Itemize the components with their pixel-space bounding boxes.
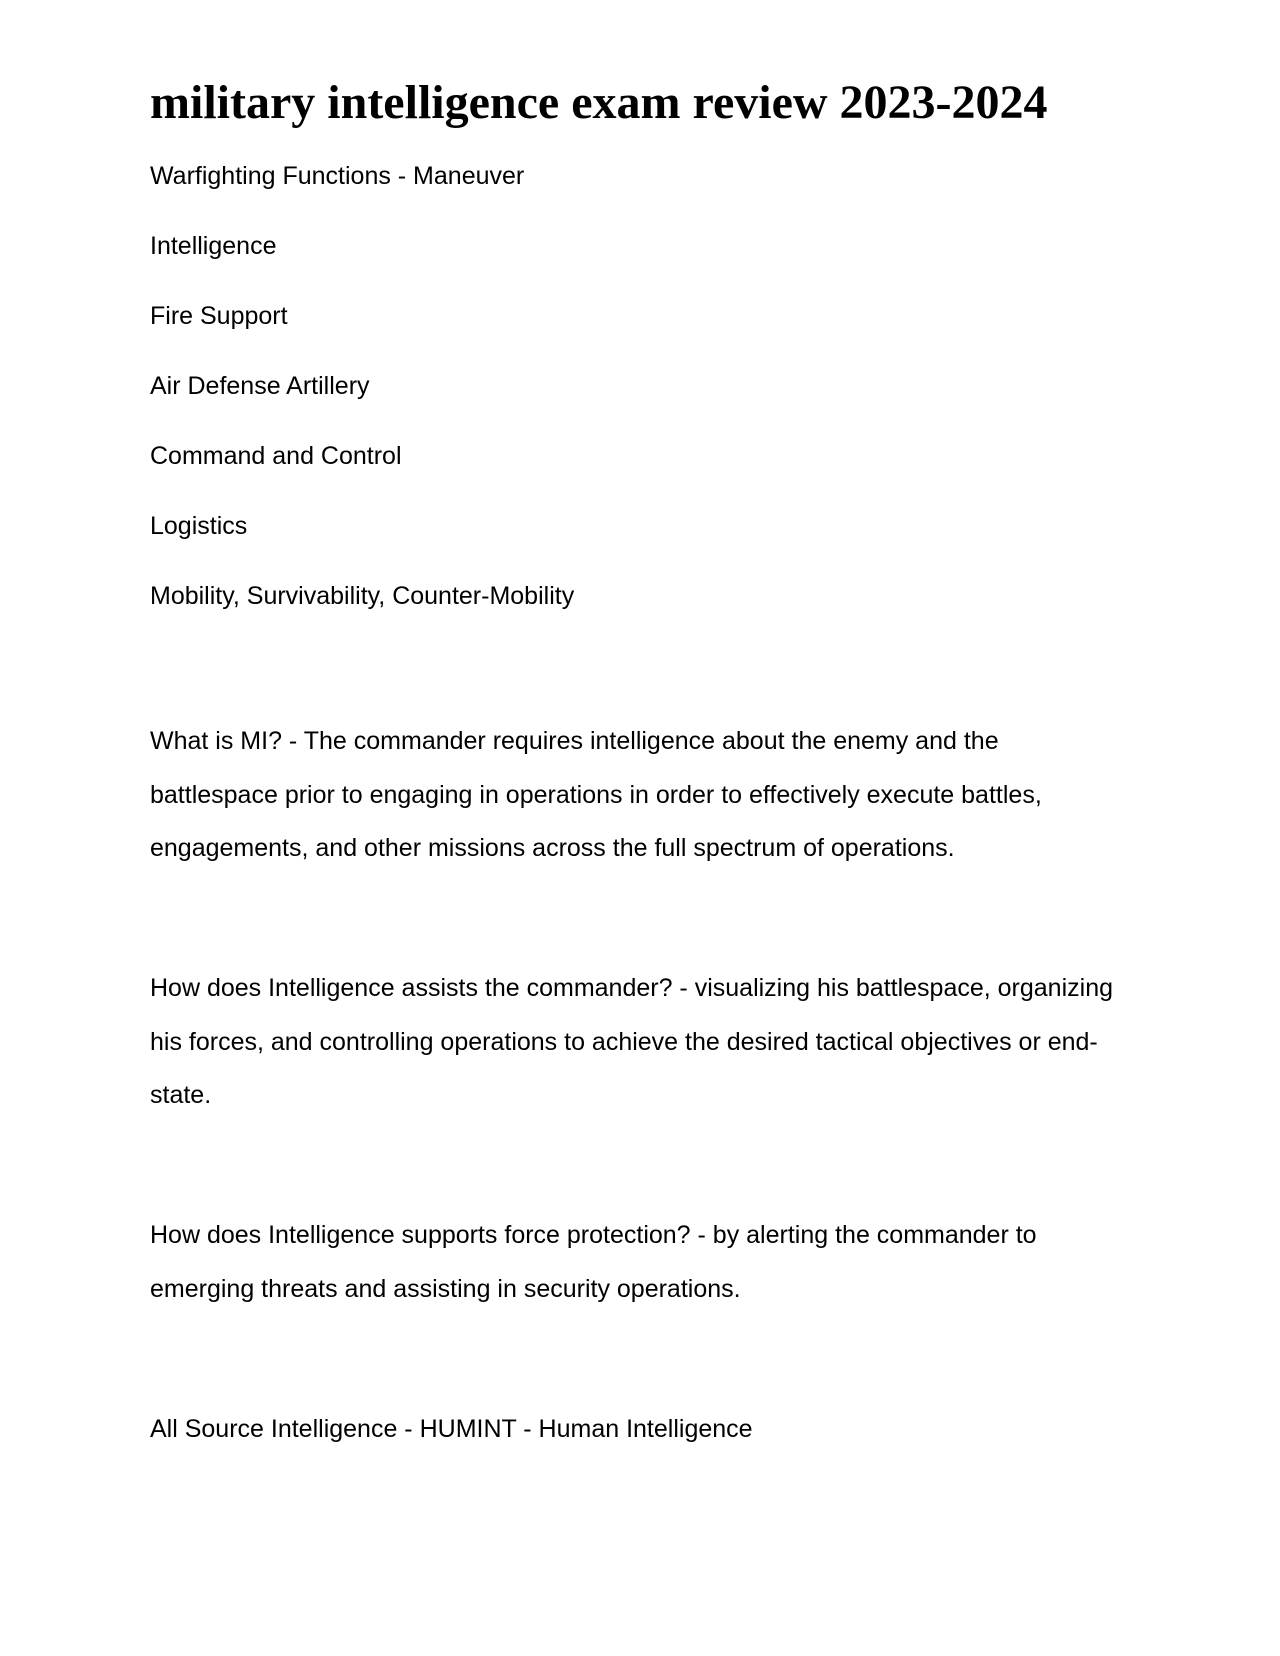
qa-paragraph: What is MI? - The commander requires intelligence about the enemy and the battlespace prior to engaging in operations in order to effectively execute battles, engagements, and other missions across the full spectrum of operations. xyxy=(150,727,1042,862)
warfighting-functions-list xyxy=(150,150,1130,640)
list-item: Command and Control xyxy=(150,442,402,470)
list-item: Warfighting Functions - Maneuver xyxy=(150,162,525,190)
qa-paragraph: All Source Intelligence - HUMINT - Human Intelligence xyxy=(150,1415,753,1443)
list-item: Fire Support xyxy=(150,302,288,330)
page-title: military intelligence exam review 2023-2024 xyxy=(150,76,1048,129)
qa-paragraph: How does Intelligence assists the commander? - visualizing his battlespace, organizing his forces, and controlling operations to achieve the desired tactical objectives or end-state. xyxy=(150,974,1114,1109)
list-item: Air Defense Artillery xyxy=(150,372,370,400)
list-item: Intelligence xyxy=(150,232,277,260)
list-item: Mobility, Survivability, Counter-Mobility xyxy=(150,582,575,610)
qa-paragraph: How does Intelligence supports force protection? - by alerting the commander to emerging threats and assisting in security operations. xyxy=(150,1221,1037,1303)
list-item: Logistics xyxy=(150,512,248,540)
